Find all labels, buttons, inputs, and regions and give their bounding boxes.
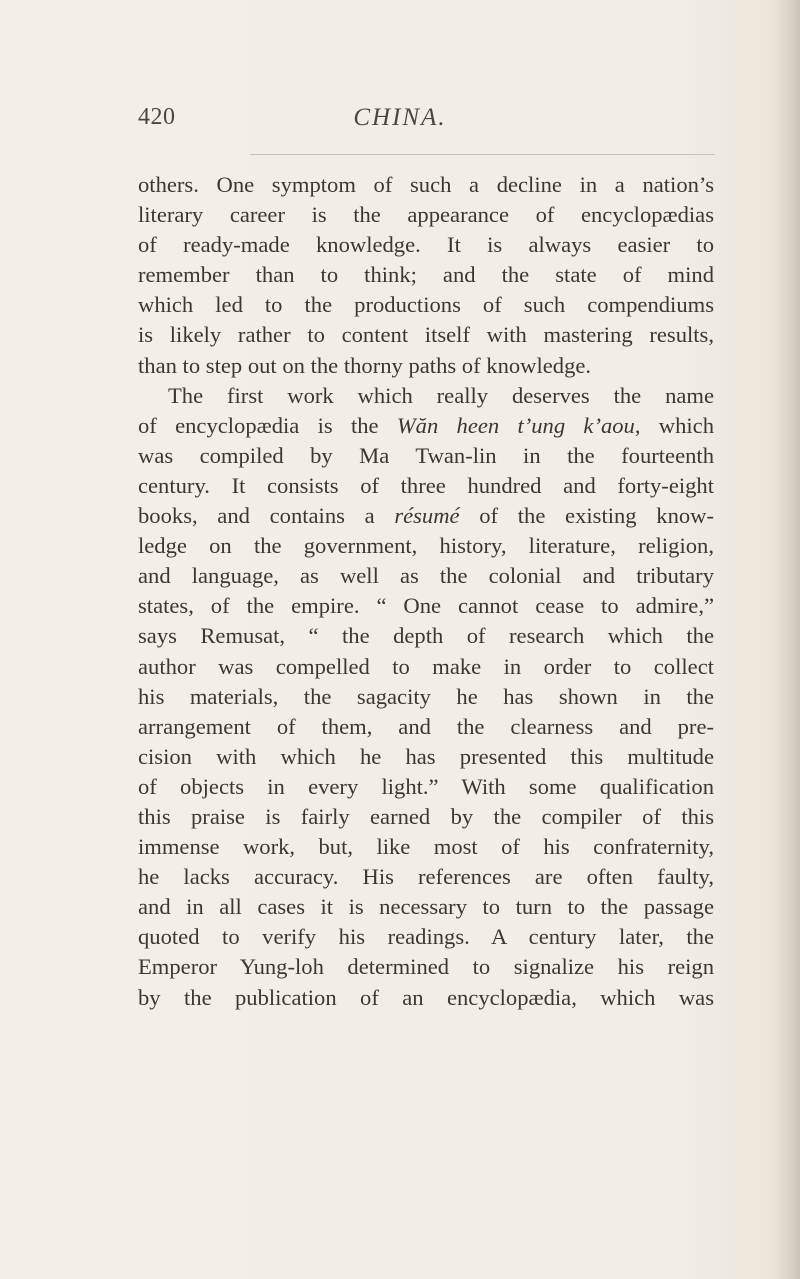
text-line: ledge on the government, history, literature, religion,	[138, 533, 714, 559]
page-number: 420	[138, 104, 176, 130]
text-line: says Remusat, “ the depth of research which the	[138, 623, 714, 649]
page-edge-shadow	[774, 0, 800, 1279]
text-line: he lacks accuracy. His references are often faulty,	[138, 864, 714, 890]
text-line: is likely rather to content itself with mastering results,	[138, 322, 714, 348]
text-line: which led to the productions of such compendiums	[138, 292, 714, 318]
text-line: this praise is fairly earned by the compiler of this	[138, 803, 714, 829]
text-line: of objects in every light.” With some qualification	[138, 773, 714, 799]
text-run: , which	[634, 412, 714, 438]
text-run: of encyclopædia is the	[138, 412, 397, 438]
page-header	[0, 104, 800, 144]
text-line: century. It consists of three hundred and forty-eight	[138, 472, 714, 498]
text-line: than to step out on the thorny paths of knowledge.	[138, 352, 592, 378]
text-line: and language, as well as the colonial and tributary	[138, 563, 714, 589]
book-title: Wăn heen t’ung k’aou	[396, 412, 635, 438]
text-line: his materials, the sagacity he has shown in the	[138, 683, 714, 709]
text-line: arrangement of them, and the clearness and pre-	[138, 713, 714, 739]
running-title: CHINA.	[353, 104, 447, 131]
text-line: states, of the empire. “ One cannot cease to admire,”	[138, 593, 714, 619]
text-run: of the existing know-	[459, 503, 715, 529]
text-line	[138, 501, 714, 531]
text-line: author was compelled to make in order to collect	[138, 653, 714, 679]
body-text	[138, 170, 714, 1013]
text-line: was compiled by Ma Twan-lin in the fourteenth	[138, 442, 714, 468]
text-run: books, and contains a	[138, 503, 395, 529]
text-line: literary career is the appearance of encyclopædias	[138, 202, 714, 228]
text-line: by the publication of an encyclopædia, which was	[138, 984, 714, 1010]
text-line: remember than to think; and the state of mind	[138, 262, 714, 288]
text-line: Emperor Yung-loh determined to signalize his reign	[138, 954, 714, 980]
text-line: immense work, but, like most of his confraternity,	[138, 834, 714, 860]
text-line: and in all cases it is necessary to turn to the passage	[138, 894, 714, 920]
header-rule	[250, 154, 715, 155]
text-line: others. One symptom of such a decline in a nation’s	[138, 172, 714, 197]
text-line: cision with which he has presented this multitude	[138, 743, 714, 769]
text-line: quoted to verify his readings. A century later, the	[138, 924, 714, 950]
italic-term: résumé	[394, 503, 460, 529]
text-line: of ready-made knowledge. It is always easier to	[138, 232, 714, 258]
text-line: The first work which really deserves the name	[168, 382, 714, 408]
text-line	[138, 411, 714, 441]
